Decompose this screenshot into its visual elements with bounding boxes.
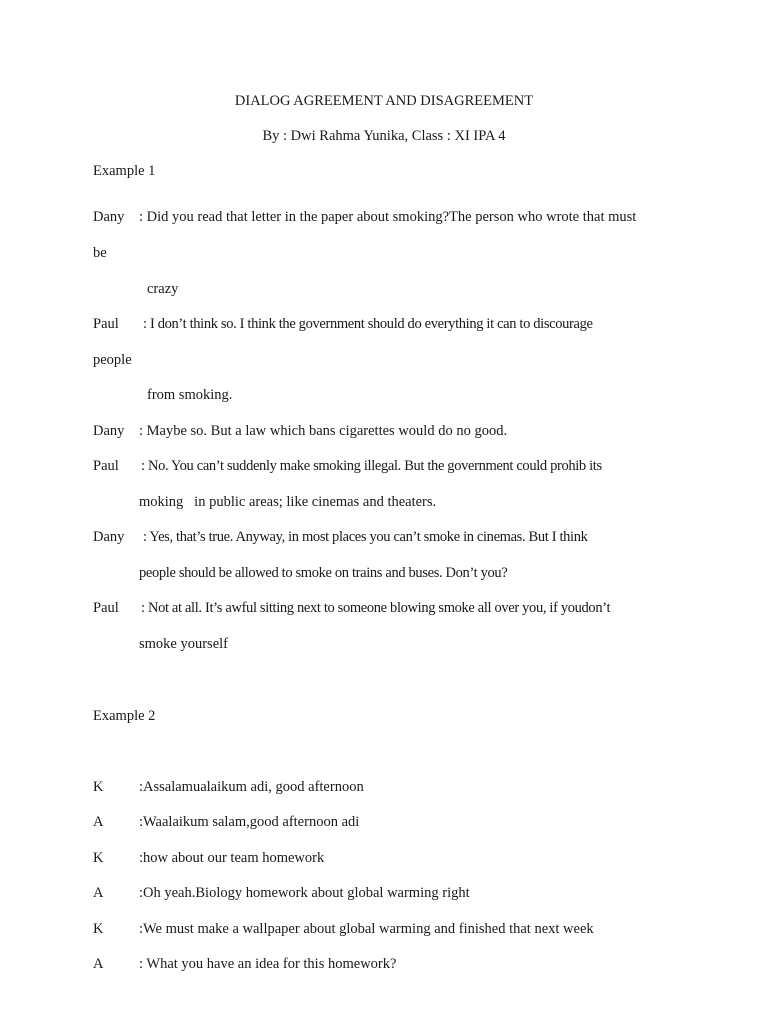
dialog-line: :We must make a wallpaper about global warming and finished that next week	[139, 921, 594, 937]
speaker-label: Paul	[93, 458, 119, 474]
dialog-line-continuation: smoke yourself	[139, 636, 228, 652]
dialog-line-continuation: be	[93, 245, 107, 261]
speaker-label: Dany	[93, 209, 125, 225]
dialog-line-continuation: people	[93, 352, 132, 368]
dialog-line: : Did you read that letter in the paper about smoking?The person who wrote that must	[139, 209, 637, 225]
example-2-heading: Example 2	[93, 708, 156, 724]
dialog-line: :Assalamualaikum adi, good afternoon	[139, 779, 364, 795]
dialog-line: : Not at all. It’s awful sitting next to someone blowing smoke all over you, if youdon’t	[141, 600, 611, 616]
dialog-line: :Oh yeah.Biology homework about global warming right	[139, 885, 470, 901]
dialog-line-continuation: from smoking.	[147, 387, 233, 403]
dialog-line: :Waalaikum salam,good afternoon adi	[139, 814, 360, 830]
dialog-line: : What you have an idea for this homework?	[139, 956, 397, 972]
dialog-line: : Maybe so. But a law which bans cigarettes would do no good.	[139, 423, 508, 439]
document-byline: By : Dwi Rahma Yunika, Class : XI IPA 4	[262, 128, 506, 144]
speaker-label: Dany	[93, 423, 125, 439]
speaker-label: K	[93, 779, 104, 795]
speaker-label: A	[93, 814, 104, 830]
dialog-line-continuation: people should be allowed to smoke on trains and buses. Don’t you?	[139, 565, 508, 581]
dialog-line: :how about our team homework	[139, 850, 325, 866]
dialog-line-continuation: moking in public areas; like cinemas and theaters.	[139, 494, 437, 510]
speaker-label: A	[93, 956, 104, 972]
dialog-line: : No. You can’t suddenly make smoking illegal. But the government could prohib its	[141, 458, 602, 474]
speaker-label: A	[93, 885, 104, 901]
dialog-line: : Yes, that’s true. Anyway, in most places you can’t smoke in cinemas. But I think	[143, 529, 588, 545]
speaker-label: K	[93, 850, 104, 866]
speaker-label: Paul	[93, 316, 119, 332]
speaker-label: K	[93, 921, 104, 937]
speaker-label: Paul	[93, 600, 119, 616]
dialog-line: : I don’t think so. I think the government should do everything it can to discourage	[143, 316, 593, 332]
dialog-line-continuation: crazy	[147, 281, 179, 297]
document-title: DIALOG AGREEMENT AND DISAGREEMENT	[234, 93, 534, 109]
speaker-label: Dany	[93, 529, 125, 545]
example-1-heading: Example 1	[93, 163, 156, 179]
